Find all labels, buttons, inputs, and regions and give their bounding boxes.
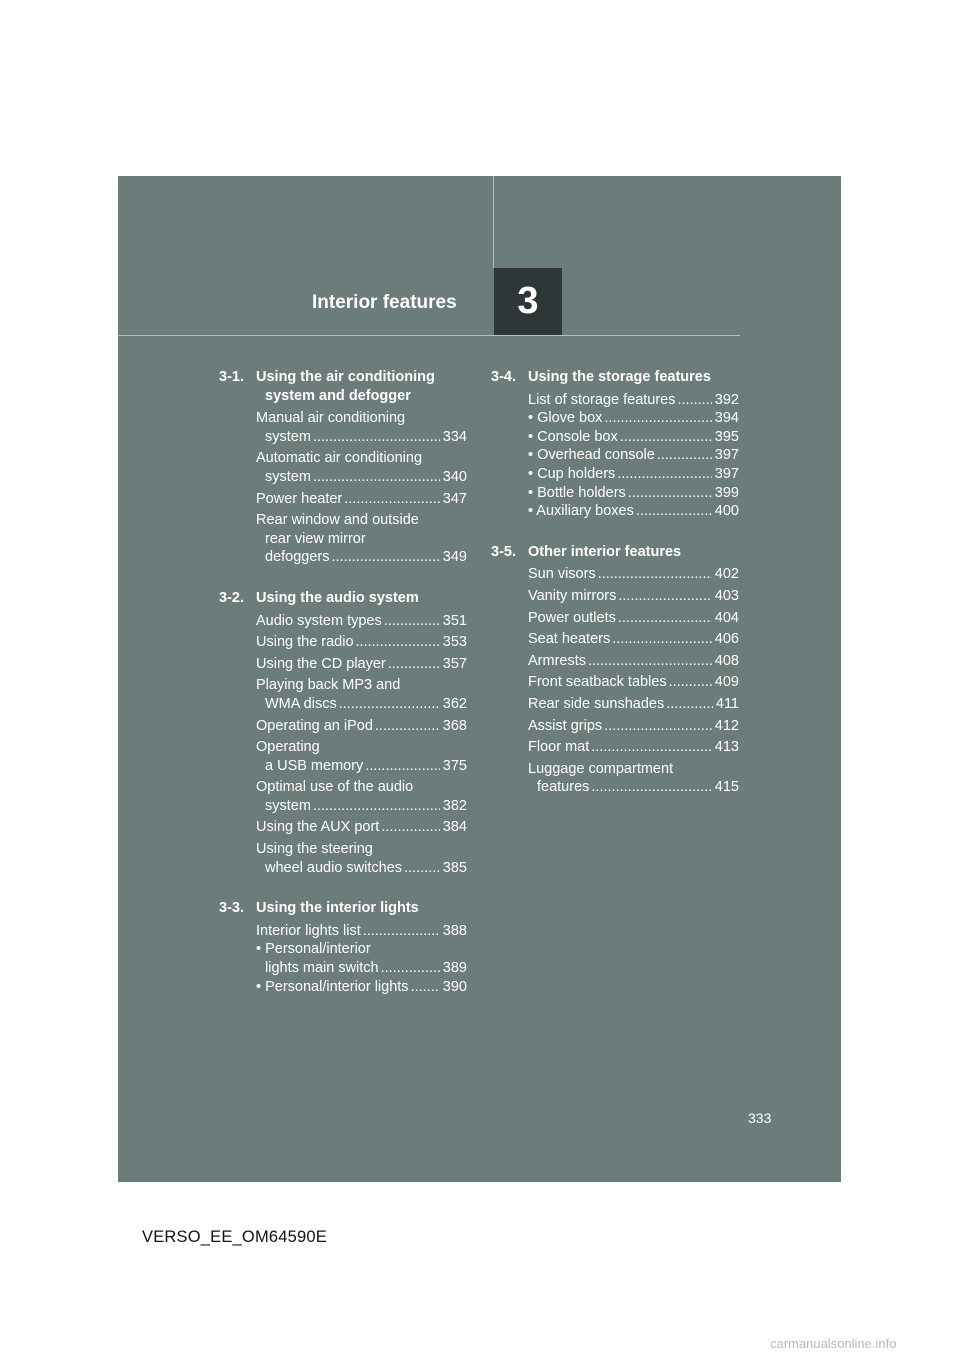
entry-text: system <box>265 468 311 485</box>
toc-entry[interactable] <box>528 502 739 521</box>
entry-text: Using the AUX port <box>256 819 380 836</box>
entry-text: system <box>265 428 311 445</box>
entry-last-line <box>528 673 739 692</box>
toc-entry[interactable] <box>256 818 467 837</box>
entry-last-line <box>528 609 739 628</box>
toc-entry[interactable] <box>256 676 467 713</box>
toc-entry[interactable] <box>528 760 739 797</box>
entry-text: • Personal/interior lights <box>256 978 409 995</box>
dot-leader <box>657 446 712 465</box>
entry-last-line <box>256 655 467 674</box>
toc-entry[interactable] <box>256 940 467 977</box>
entry-text: Sun visors <box>528 566 596 583</box>
toc-entry[interactable] <box>256 490 467 509</box>
entry-page-number: 385 <box>442 859 467 876</box>
toc-entry[interactable] <box>528 446 739 465</box>
dot-leader <box>591 738 712 757</box>
toc-entry[interactable] <box>256 738 467 775</box>
dot-leader <box>628 484 712 503</box>
entry-text: Front seatback tables <box>528 674 667 691</box>
entry-last-line <box>528 587 739 606</box>
entry-page-number: 349 <box>442 549 467 566</box>
dot-leader <box>381 959 440 978</box>
entry-page-number: 351 <box>442 612 467 629</box>
section-number: 3-1. <box>219 369 244 385</box>
entry-page-number: 406 <box>714 631 739 648</box>
footer-code: VERSO_EE_OM64590E <box>142 1228 327 1246</box>
entry-text: wheel audio switches <box>265 859 403 876</box>
section-title-line: system and defogger <box>265 387 411 404</box>
entry-last-line <box>528 630 739 649</box>
section-title <box>528 543 739 562</box>
entry-text: Audio system types <box>256 612 382 629</box>
entry-last-line <box>256 818 467 837</box>
chapter-number-box <box>494 268 562 335</box>
entry-text: • Console box <box>528 428 618 445</box>
entry-last-line <box>528 391 739 410</box>
dot-leader <box>356 633 440 652</box>
entry-text: defoggers <box>265 549 330 566</box>
dot-leader <box>384 612 440 631</box>
entry-page-number: 353 <box>442 634 467 651</box>
toc-entry[interactable] <box>256 449 467 486</box>
entry-page-number: 412 <box>714 717 739 734</box>
section-entries <box>219 409 467 567</box>
dot-leader <box>618 587 711 606</box>
entry-text: WMA discs <box>265 695 337 712</box>
toc-entry[interactable] <box>528 738 739 757</box>
toc-entry[interactable] <box>528 484 739 503</box>
dot-leader <box>388 655 440 674</box>
dot-leader <box>588 652 712 671</box>
entry-last-line <box>256 490 467 509</box>
toc-entry[interactable] <box>528 409 739 428</box>
section-number: 3-2. <box>219 589 244 606</box>
entry-page-number: 411 <box>715 695 739 712</box>
divider-horizontal <box>118 335 740 336</box>
dot-leader <box>620 428 712 447</box>
section-entries <box>219 612 467 878</box>
entry-text: Rear window and outside <box>256 512 419 529</box>
entry-text: Operating an iPod <box>256 717 373 734</box>
entry-last-line <box>528 484 739 503</box>
watermark-text: carmanualsonline.info <box>770 1336 897 1351</box>
entry-last-line <box>528 738 739 757</box>
dot-leader <box>365 757 439 776</box>
entry-text: Rear side sunshades <box>528 695 665 712</box>
section-title-line: Using the air conditioning <box>256 369 435 385</box>
entry-page-number: 347 <box>442 490 467 507</box>
section-entries <box>491 391 739 521</box>
toc-entry[interactable] <box>528 465 739 484</box>
entry-last-line <box>256 859 467 878</box>
entry-last-line <box>256 978 467 997</box>
entry-text: Seat heaters <box>528 631 611 648</box>
chapter-number: 3 <box>517 280 539 322</box>
toc-section <box>219 368 467 567</box>
entry-page-number: 368 <box>442 717 467 734</box>
entry-text: Operating <box>256 739 320 756</box>
section-heading <box>491 368 739 387</box>
entry-text: Optimal use of the audio <box>256 779 414 796</box>
toc-section <box>491 368 739 521</box>
entry-page-number: 403 <box>714 587 739 604</box>
toc-entry[interactable] <box>256 409 467 446</box>
entry-text: Playing back MP3 and <box>256 677 401 694</box>
toc-column-right <box>491 368 739 819</box>
toc-entry[interactable] <box>528 609 739 628</box>
entry-text: system <box>265 797 311 814</box>
toc-entry[interactable] <box>528 587 739 606</box>
entry-page-number: 375 <box>442 757 467 774</box>
entry-page-number: 340 <box>442 468 467 485</box>
entry-last-line <box>528 409 739 428</box>
entry-page-number: 397 <box>714 465 739 482</box>
entry-page-number: 390 <box>442 978 467 995</box>
entry-last-line <box>256 757 467 776</box>
section-title <box>256 899 467 918</box>
entry-page-number: 362 <box>442 695 467 712</box>
toc-entry[interactable] <box>528 630 739 649</box>
toc-entry[interactable] <box>256 778 467 815</box>
dot-leader <box>344 490 440 509</box>
toc-entry[interactable] <box>528 695 739 714</box>
toc-entry[interactable] <box>256 978 467 997</box>
page-number: 333 <box>748 1110 772 1126</box>
dot-leader <box>604 409 711 428</box>
entry-last-line <box>528 428 739 447</box>
chapter-title: Interior features <box>312 292 457 313</box>
entry-last-line <box>256 633 467 652</box>
entry-page-number: 397 <box>714 447 739 464</box>
entry-text: Manual air conditioning <box>256 410 406 427</box>
toc-section <box>219 899 467 996</box>
entry-text: • Cup holders <box>528 465 616 482</box>
toc-section <box>219 589 467 877</box>
toc-entry[interactable] <box>256 612 467 631</box>
dot-leader <box>313 468 440 487</box>
entry-page-number: 334 <box>442 428 467 445</box>
dot-leader <box>381 818 439 837</box>
section-heading <box>219 368 467 405</box>
entry-page-number: 399 <box>714 484 739 501</box>
section-entries <box>219 922 467 996</box>
section-number: 3-5. <box>491 543 516 560</box>
entry-text: Armrests <box>528 652 586 669</box>
dot-leader <box>375 717 440 736</box>
entry-text: Luggage compartment <box>528 760 674 777</box>
entry-last-line <box>256 468 467 487</box>
section-entries <box>491 565 739 797</box>
entry-page-number: 382 <box>442 797 467 814</box>
entry-text: • Personal/interior <box>256 941 371 958</box>
dot-leader <box>313 428 440 447</box>
entry-text: lights main switch <box>265 960 379 977</box>
dot-leader <box>339 695 440 714</box>
entry-last-line <box>528 652 739 671</box>
dot-leader <box>404 859 440 878</box>
entry-page-number: 392 <box>714 391 739 408</box>
section-number: 3-3. <box>219 900 244 917</box>
section-title-line: Using the interior lights <box>256 900 419 917</box>
section-title-line: Using the audio system <box>256 589 419 606</box>
entry-last-line <box>256 959 467 978</box>
dot-leader <box>612 630 712 649</box>
dot-leader <box>363 922 440 941</box>
entry-last-line <box>256 922 467 941</box>
entry-text: Assist grips <box>528 717 603 734</box>
entry-text: Power heater <box>256 490 343 507</box>
entry-text: • Bottle holders <box>528 484 626 501</box>
entry-text: • Overhead console <box>528 447 655 464</box>
entry-last-line <box>528 502 739 521</box>
entry-text: • Glove box <box>528 410 603 427</box>
dot-leader <box>678 391 712 410</box>
dot-leader <box>636 502 712 521</box>
dot-leader <box>617 465 712 484</box>
entry-page-number: 402 <box>714 566 739 583</box>
section-title-line: Using the storage features <box>528 369 711 385</box>
entry-last-line <box>528 778 739 797</box>
toc-entry[interactable] <box>528 717 739 736</box>
entry-page-number: 388 <box>442 922 467 939</box>
entry-last-line <box>256 428 467 447</box>
entry-page-number: 400 <box>714 503 739 520</box>
entry-last-line <box>256 717 467 736</box>
section-heading <box>219 589 467 608</box>
entry-page-number: 357 <box>442 655 467 672</box>
section-number: 3-4. <box>491 369 516 385</box>
dot-leader <box>332 548 440 567</box>
section-title-line: Other interior features <box>528 543 682 560</box>
entry-text: Automatic air conditioning <box>256 450 423 467</box>
toc-entry[interactable] <box>528 428 739 447</box>
entry-last-line <box>256 695 467 714</box>
divider-vertical <box>493 176 494 268</box>
toc-entry[interactable] <box>256 717 467 736</box>
toc-entry[interactable] <box>528 391 739 410</box>
dot-leader <box>604 717 712 736</box>
entry-text: Floor mat <box>528 739 590 756</box>
entry-page-number: 389 <box>442 960 467 977</box>
entry-text: Power outlets <box>528 609 616 626</box>
entry-text: Vanity mirrors <box>528 587 617 604</box>
entry-text: Using the radio <box>256 634 354 651</box>
entry-page-number: 413 <box>714 739 739 756</box>
entry-last-line <box>256 797 467 816</box>
entry-text: List of storage features <box>528 391 676 408</box>
entry-page-number: 409 <box>714 674 739 691</box>
dot-leader <box>666 695 713 714</box>
entry-page-number: 408 <box>714 652 739 669</box>
entry-text: • Auxiliary boxes <box>528 503 634 520</box>
dot-leader <box>313 797 440 816</box>
dot-leader <box>598 565 712 584</box>
dot-leader <box>618 609 712 628</box>
entry-last-line <box>528 446 739 465</box>
entry-text: Using the CD player <box>256 655 386 672</box>
entry-text: a USB memory <box>265 757 364 774</box>
section-heading <box>219 899 467 918</box>
entry-page-number: 415 <box>714 779 739 796</box>
entry-page-number: 384 <box>442 819 467 836</box>
toc-entry[interactable] <box>528 652 739 671</box>
entry-last-line <box>256 548 467 567</box>
dot-leader <box>669 673 712 692</box>
entry-text: Interior lights list <box>256 922 361 939</box>
entry-page-number: 404 <box>714 609 739 626</box>
entry-text: rear view mirror <box>265 530 366 547</box>
toc-entry[interactable] <box>256 511 467 567</box>
entry-last-line <box>528 465 739 484</box>
toc-entry[interactable] <box>256 840 467 877</box>
section-heading <box>491 543 739 562</box>
section-title <box>256 589 467 608</box>
toc-section <box>491 543 739 797</box>
entry-last-line <box>528 565 739 584</box>
toc-column-left <box>219 368 467 1018</box>
section-title <box>256 368 467 405</box>
dot-leader <box>411 978 440 997</box>
dot-leader <box>591 778 711 797</box>
entry-last-line <box>528 717 739 736</box>
toc-entry[interactable] <box>256 633 467 652</box>
toc-entry[interactable] <box>528 565 739 584</box>
entry-text: features <box>537 779 590 796</box>
entry-page-number: 394 <box>714 410 739 427</box>
entry-text: Using the steering <box>256 841 373 858</box>
toc-entry[interactable] <box>256 922 467 941</box>
entry-last-line <box>528 695 739 714</box>
toc-entry[interactable] <box>256 655 467 674</box>
section-title <box>528 368 739 387</box>
toc-entry[interactable] <box>528 673 739 692</box>
entry-page-number: 395 <box>714 428 739 445</box>
entry-last-line <box>256 612 467 631</box>
